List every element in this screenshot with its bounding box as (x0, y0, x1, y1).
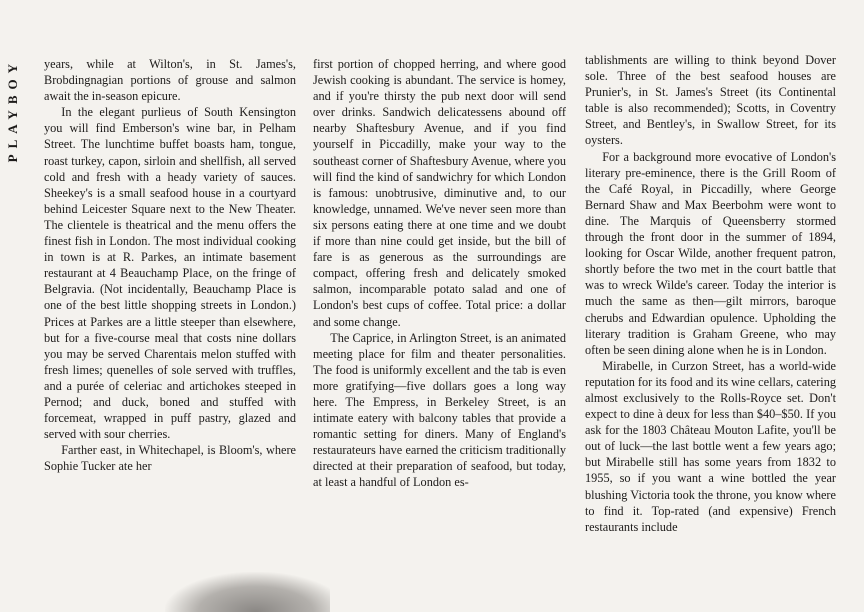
paragraph: The Caprice, in Arlington Street, is an animated meeting place for film and theater personalities. The food is uniformly excellent and the tab is even more gratifying—five dollars goes a long way here. The Empress, in Berkeley Street, is an intimate eatery with balcony tables that provide a romantic setting for diners. Many of England's restaurateurs have earned the criticism traditionally directed at their preparation of seafood, but today, at least a handful of London es- (313, 330, 566, 490)
paragraph: tablishments are willing to think beyond Dover sole. Three of the best seafood houses are Prunier's, in St. James's Street (its Continental table is also recommended); Scotts, in Coventry Street, and Bentley's, in Swallow Street, for its oysters. (585, 53, 836, 148)
magazine-name: PLAYBOY (5, 58, 20, 163)
column-1 (44, 56, 296, 474)
paragraph: first portion of chopped herring, and where good Jewish cooking is abundant. The service is homey, and if you're thirsty the pub next door will send over drinks. Sandwich delicatessens abound off nearby Shaftesbury Avenue, and if you find yourself in Piccadilly, make your way to the southeast corner of Shaftesbury Avenue, where you will find the kind of sandwichry for which London is famous: unobtrusive, diminutive and, to our knowledge, unnamed. We've never seen more than six persons eating there at one time and we doubt if more than nine could get inside, but the bill of fare is as generous as the surroundings are compact, offering fresh and delicately smoked salmon, incomparable potato salad and one of London's best cups of coffee. Total price: a dollar and some change. (313, 57, 566, 329)
column-2 (313, 56, 566, 491)
photo-fragment (165, 572, 330, 612)
paragraph: Farther east, in Whitechapel, is Bloom's, where Sophie Tucker ate her (44, 443, 296, 474)
paragraph: Mirabelle, in Curzon Street, has a world-wide reputation for its food and its wine cellars, catering almost exclusively to the Rolls-Royce set. Don't expect to dine à deux for less than $40–$50. If you ask for the 1803 Château Mouton Lafite, you'll be out of luck—the last bottle went a few years ago; but Mirabelle still has some years from 1832 to 1955, so if you want a wine bottled the year blushing Victoria took the throne, you know where to find it. Top-rated (and expensive) French restaurants include (585, 358, 836, 534)
paragraph: years, while at Wilton's, in St. James's, Brobdingnagian portions of grouse and salmon await the in-season epicure. (44, 57, 296, 104)
paragraph: For a background more evocative of London's literary pre-eminence, there is the Grill Room of the Café Royal, in Piccadilly, where George Bernard Shaw and Max Beerbohm were wont to dine. The Marquis of Queensberry stormed through the front door in the summer of 1894, looking for Oscar Wilde, another frequent patron, shortly before the two met in the court battle that was to wreck Wilde's career. Today the interior is much the same as then—gilt mirrors, baroque cherubs and Edwardian opulence. Upholding the literary tradition is Graham Greene, who may often be seen dining alone when he is in London. (585, 149, 836, 357)
column-3 (585, 52, 836, 535)
paragraph: In the elegant purlieus of South Kensington you will find Emberson's wine bar, in Pelham Street. The lunchtime buffet boasts ham, tongue, roast turkey, capon, sirloin and shellfish, all served cold and fresh with a heady variety of sauces. Sheekey's is a small seafood house in a courtyard behind Leicester Square next to the New Theater. The clientele is theatrical and the menu offers the finest fish in London. The most individual cooking in town is at R. Parkes, an intimate basement restaurant at 4 Beauchamp Place, on the fringe of Belgravia. (Not incidentally, Beauchamp Place is one of the best little shopping streets in London.) Prices at Parkes are a little steeper than elsewhere, but for a five-course meal that costs nine dollars you may be served Charentais melon stuffed with fresh limes; quenelles of sole served with truffles, and a purée of celeriac and artichokes steeped in Pernod; and duck, boned and stuffed with forcemeat, wrapped in puff pastry, glazed and served with sour cherries. (44, 105, 296, 442)
running-head (3, 58, 23, 198)
